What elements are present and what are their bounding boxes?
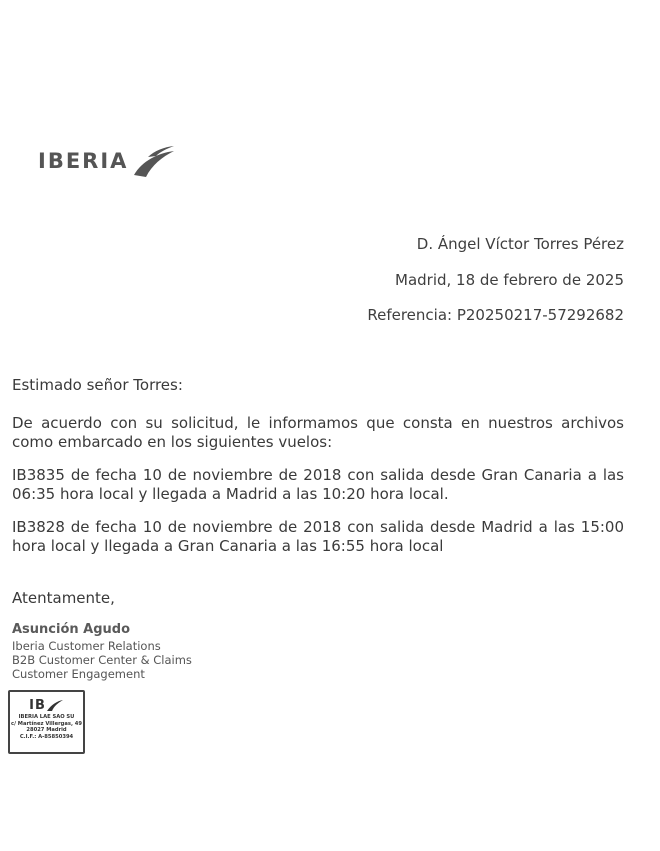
- stamp-cif: C.I.F.: A-85850394: [19, 733, 74, 740]
- reference-number: Referencia: P20250217-57292682: [367, 306, 624, 324]
- stamp-logo: [10, 696, 83, 714]
- paragraph-intro: De acuerdo con su solicitud, le informamos que consta en nuestros archivos como embarcado en los siguientes vuelos:: [12, 414, 624, 451]
- greeting: Estimado señor Torres:: [12, 376, 183, 394]
- signer-dept-2: B2B Customer Center & Claims: [12, 653, 192, 667]
- signer-dept-1: Iberia Customer Relations: [12, 639, 161, 653]
- paragraph-flight-2: IB3828 de fecha 10 de noviembre de 2018 con salida desde Madrid a las 15:00 hora local y llegada a Gran Canaria a las 16:55 hora local: [12, 518, 624, 555]
- recipient-name: D. Ángel Víctor Torres Pérez: [416, 235, 624, 253]
- paragraph-flight-1: IB3835 de fecha 10 de noviembre de 2018 con salida desde Gran Canaria a las 06:35 hora local y llegada a Madrid a las 10:20 hora local.: [12, 466, 624, 503]
- stamp-company: IBERIA LAE SAO SU: [18, 714, 75, 720]
- logo-wordmark: IBERIA: [38, 149, 129, 173]
- stamp-address: c/ Martínez Villergas, 49: [11, 720, 82, 727]
- signature-block: [12, 623, 192, 681]
- company-stamp: [8, 690, 85, 754]
- stamp-brand: IB: [29, 697, 46, 713]
- signer-name: Asunción Agudo: [12, 622, 131, 637]
- stamp-city: 28027 Madrid: [26, 727, 67, 734]
- closing: Atentamente,: [12, 589, 115, 607]
- stamp-wing-icon: [46, 698, 64, 712]
- iberia-logo: [38, 143, 176, 179]
- iberia-wing-icon: [132, 143, 176, 179]
- signer-dept-3: Customer Engagement: [12, 667, 145, 681]
- place-date: Madrid, 18 de febrero de 2025: [395, 271, 624, 289]
